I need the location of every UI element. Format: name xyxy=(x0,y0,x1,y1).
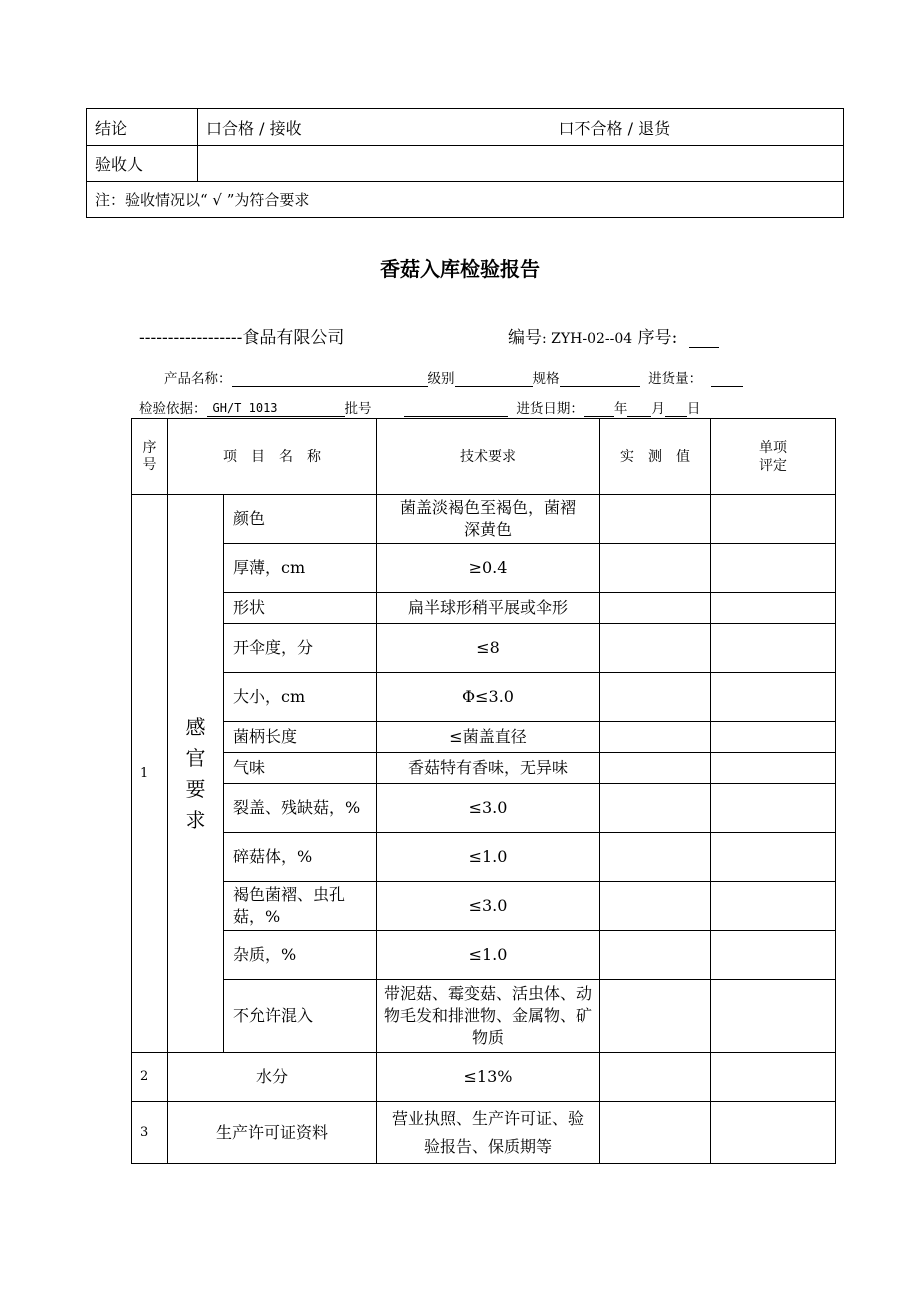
table-row xyxy=(132,593,836,624)
day-field[interactable] xyxy=(665,401,687,417)
pass-option[interactable]: 口合格 / 接收 xyxy=(206,118,302,138)
measured-cell[interactable] xyxy=(600,980,711,1053)
basis-field[interactable] xyxy=(207,401,345,417)
measured-cell[interactable] xyxy=(600,624,711,673)
serial-label: 序号 xyxy=(637,328,672,348)
row3-requirement-text: 营业执照、生产许可证、验验报告、保质期等 xyxy=(391,1108,584,1156)
acceptance-summary-table xyxy=(86,108,844,218)
row3-no: 3 xyxy=(132,1102,168,1164)
product-name-field[interactable] xyxy=(232,371,428,387)
rating-cell[interactable] xyxy=(711,753,836,784)
item-name: 大小，cm xyxy=(224,673,377,722)
header-requirement: 技术要求 xyxy=(377,419,600,495)
rating-cell[interactable] xyxy=(711,1053,836,1102)
table-row xyxy=(132,495,836,544)
conclusion-label: 结论 xyxy=(87,109,198,146)
month-label: 月 xyxy=(651,401,665,417)
requirement: ≤菌盖直径 xyxy=(377,722,600,753)
row3-item: 生产许可证资料 xyxy=(168,1102,377,1164)
grade-label: 级别 xyxy=(427,371,455,387)
rating-cell[interactable] xyxy=(711,931,836,980)
row3-requirement xyxy=(377,1102,600,1164)
rating-cell[interactable] xyxy=(711,593,836,624)
item-name: 厚薄，cm xyxy=(224,544,377,593)
day-label: 日 xyxy=(686,401,701,417)
measured-cell[interactable] xyxy=(600,882,711,931)
row2-no: 2 xyxy=(132,1053,168,1102)
item-name: 菌柄长度 xyxy=(224,722,377,753)
requirement xyxy=(377,495,600,544)
code-label: 编号 xyxy=(508,328,542,348)
header-item: 项 目 名 称 xyxy=(168,419,377,495)
row2-requirement: ≤13% xyxy=(377,1053,600,1102)
category-text: 感官要求 xyxy=(185,714,206,832)
serial-colon: : xyxy=(671,328,678,348)
requirement: ≤1.0 xyxy=(377,931,600,980)
item-name: 开伞度，分 xyxy=(224,624,377,673)
rating-cell[interactable] xyxy=(711,722,836,753)
rating-cell[interactable] xyxy=(711,624,836,673)
item-name: 碎菇体，% xyxy=(224,833,377,882)
header-no xyxy=(132,419,168,495)
inspection-table xyxy=(131,418,836,1164)
measured-cell[interactable] xyxy=(600,784,711,833)
header-measured: 实 测 值 xyxy=(600,419,711,495)
requirement: ≤1.0 xyxy=(377,833,600,882)
date-label: 进货日期： xyxy=(516,401,584,417)
product-info-line xyxy=(164,367,743,387)
year-label: 年 xyxy=(613,401,628,417)
inspector-field[interactable] xyxy=(198,146,844,182)
measured-cell[interactable] xyxy=(600,931,711,980)
table-row xyxy=(132,1102,836,1164)
item-name: 颜色 xyxy=(224,495,377,544)
measured-cell[interactable] xyxy=(600,1102,711,1164)
requirement: 带泥菇、霉变菇、活虫体、动物毛发和排泄物、金属物、矿物质 xyxy=(377,980,600,1053)
requirement: 香菇特有香味，无异味 xyxy=(377,753,600,784)
rating-cell[interactable] xyxy=(711,784,836,833)
requirement: 扁半球形稍平展或伞形 xyxy=(377,593,600,624)
company-name: 食品有限公司 xyxy=(242,328,345,348)
year-field[interactable] xyxy=(584,401,614,417)
inspector-label: 验收人 xyxy=(87,146,198,182)
requirement: Φ≤3.0 xyxy=(377,673,600,722)
table-row xyxy=(132,624,836,673)
rating-cell[interactable] xyxy=(711,980,836,1053)
basis-label: 检验依据： xyxy=(139,401,207,417)
header-row xyxy=(132,419,836,495)
measured-cell[interactable] xyxy=(600,495,711,544)
note: 注：验收情况以“ √ ”为符合要求 xyxy=(87,182,844,218)
item-name: 褐色菌褶、虫孔菇，% xyxy=(224,882,377,931)
rating-cell[interactable] xyxy=(711,1102,836,1164)
spec-label: 规格 xyxy=(532,371,560,387)
quantity-field[interactable] xyxy=(711,371,743,387)
table-row xyxy=(132,931,836,980)
measured-cell[interactable] xyxy=(600,544,711,593)
requirement: ≤3.0 xyxy=(377,882,600,931)
measured-cell[interactable] xyxy=(600,833,711,882)
grade-field[interactable] xyxy=(455,371,533,387)
conclusion-options xyxy=(198,109,844,146)
requirement-text: 菌盖淡褐色至褐色，菌褶深黄色 xyxy=(399,498,576,539)
month-field[interactable] xyxy=(627,401,651,417)
measured-cell[interactable] xyxy=(600,673,711,722)
rating-cell[interactable] xyxy=(711,882,836,931)
table-row xyxy=(132,722,836,753)
item-name: 杂质，% xyxy=(224,931,377,980)
table-row xyxy=(132,544,836,593)
measured-cell[interactable] xyxy=(600,753,711,784)
spec-field[interactable] xyxy=(560,371,640,387)
rating-cell[interactable] xyxy=(711,673,836,722)
company-line xyxy=(139,323,344,348)
table-row xyxy=(132,1053,836,1102)
rating-cell[interactable] xyxy=(711,495,836,544)
requirement: ≤8 xyxy=(377,624,600,673)
serial-field[interactable] xyxy=(689,332,719,348)
item-name: 不允许混入 xyxy=(224,980,377,1053)
batch-field[interactable] xyxy=(404,401,508,417)
fail-option[interactable]: 口不合格 / 退货 xyxy=(558,118,671,138)
header-rating xyxy=(711,419,836,495)
rating-cell[interactable] xyxy=(711,833,836,882)
item-name: 形状 xyxy=(224,593,377,624)
batch-label: 批号 xyxy=(344,401,372,417)
requirement: ≥0.4 xyxy=(377,544,600,593)
company-prefix: ------------------ xyxy=(139,328,243,348)
table-row xyxy=(132,980,836,1053)
basis-value: GH/T 1013 xyxy=(212,401,278,415)
requirement: ≤3.0 xyxy=(377,784,600,833)
measured-cell[interactable] xyxy=(600,1053,711,1102)
product-name-label: 产品名称： xyxy=(164,371,232,387)
row2-item: 水分 xyxy=(168,1053,377,1102)
header-rating-text: 单项评定 xyxy=(759,439,787,474)
measured-cell[interactable] xyxy=(600,593,711,624)
category-cell xyxy=(168,495,224,1053)
code-value: : ZYH-02--04 xyxy=(542,331,633,347)
basis-line xyxy=(139,397,700,417)
table-row xyxy=(132,882,836,931)
report-title: 香菇入库检验报告 xyxy=(380,257,540,281)
rating-cell[interactable] xyxy=(711,544,836,593)
table-row xyxy=(132,673,836,722)
code-line xyxy=(508,323,719,348)
item-name: 裂盖、残缺菇，% xyxy=(224,784,377,833)
header-no-text: 序号 xyxy=(142,439,157,473)
item-name: 气味 xyxy=(224,753,377,784)
quantity-label: 进货量： xyxy=(648,371,703,387)
table-row xyxy=(132,833,836,882)
measured-cell[interactable] xyxy=(600,722,711,753)
group-no: 1 xyxy=(132,495,168,1053)
table-row xyxy=(132,784,836,833)
table-row xyxy=(132,753,836,784)
